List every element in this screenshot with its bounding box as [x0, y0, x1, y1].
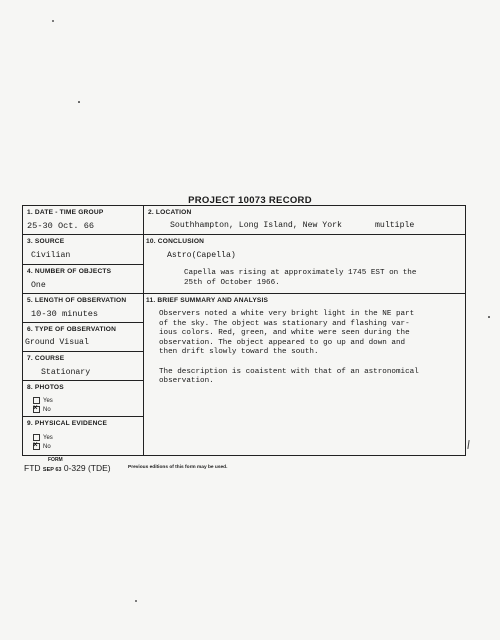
evidence-no-option[interactable]	[33, 443, 51, 450]
type-value: Ground Visual	[25, 338, 89, 347]
source-label: 3. SOURCE	[27, 238, 65, 245]
summary-line: observation.	[159, 377, 214, 386]
date-value: 25-30 Oct. 66	[27, 221, 95, 231]
conclusion-note-line: Capella was rising at approximately 1745 EST on the	[184, 269, 417, 277]
location-label: 2. LOCATION	[148, 209, 192, 216]
location-value: Southhampton, Long Island, New York	[170, 221, 342, 230]
divider	[23, 293, 465, 294]
objects-value: One	[31, 281, 46, 290]
summary-text	[159, 310, 419, 387]
type-label: 6. TYPE OF OBSERVATION	[27, 326, 117, 333]
source-value: Civilian	[31, 251, 71, 260]
column-divider	[143, 206, 144, 455]
summary-line: ious colors. Red, green, and white were seen during the	[159, 329, 410, 338]
scan-speck	[52, 20, 54, 22]
divider	[23, 351, 143, 352]
evidence-label: 9. PHYSICAL EVIDENCE	[27, 420, 108, 427]
form-number: 0-329 (TDE)	[63, 463, 111, 473]
divider	[23, 264, 143, 265]
form-word: FORM	[48, 457, 63, 463]
summary-line: then drift slowly toward the south.	[159, 348, 319, 357]
length-value: 10-30 minutes	[31, 309, 99, 319]
divider	[23, 416, 143, 417]
conclusion-note	[184, 269, 416, 288]
divider	[23, 322, 143, 323]
checkbox-checked-icon	[33, 406, 40, 413]
previous-editions-note: Previous editions of this form may be used.	[128, 465, 228, 470]
summary-line: observation. The object appeared to go up and down and	[159, 338, 406, 347]
photos-no-option[interactable]	[33, 406, 51, 413]
form-date: SEP 63	[42, 467, 62, 473]
conclusion-value: Astro(Capella)	[167, 251, 236, 260]
location-extra: multiple	[375, 221, 415, 230]
page-title: PROJECT 10073 RECORD	[188, 195, 312, 206]
scan-speck	[78, 101, 80, 103]
form-id	[24, 463, 111, 473]
photos-no-label: No	[43, 407, 51, 414]
evidence-no-label: No	[43, 444, 51, 451]
course-label: 7. COURSE	[27, 355, 65, 362]
summary-line: The description is coaistent with that of an astronomical	[159, 367, 419, 376]
objects-label: 4. NUMBER OF OBJECTS	[27, 268, 112, 275]
conclusion-label: 10. CONCLUSION	[146, 238, 205, 245]
checkbox-checked-icon	[33, 443, 40, 450]
photos-label: 8. PHOTOS	[27, 384, 64, 391]
summary-label: 11. BRIEF SUMMARY AND ANALYSIS	[146, 297, 269, 304]
scan-speck	[488, 316, 490, 318]
date-label: 1. DATE - TIME GROUP	[27, 209, 104, 216]
length-label: 5. LENGTH OF OBSERVATION	[27, 297, 127, 304]
summary-line: of the sky. The object was stationary and flashing var-	[159, 319, 410, 328]
summary-line: Observers noted a white very bright light in the NE part	[159, 310, 415, 318]
divider	[23, 234, 465, 235]
ftd-text: FTD	[24, 463, 41, 473]
photos-yes-label: Yes	[43, 398, 53, 405]
course-value: Stationary	[41, 368, 91, 377]
evidence-yes-label: Yes	[43, 435, 53, 442]
scan-speck	[135, 600, 137, 602]
conclusion-note-line: 25th of October 1966.	[184, 278, 280, 287]
record-form	[22, 205, 466, 456]
margin-mark	[467, 440, 469, 449]
divider	[23, 380, 143, 381]
